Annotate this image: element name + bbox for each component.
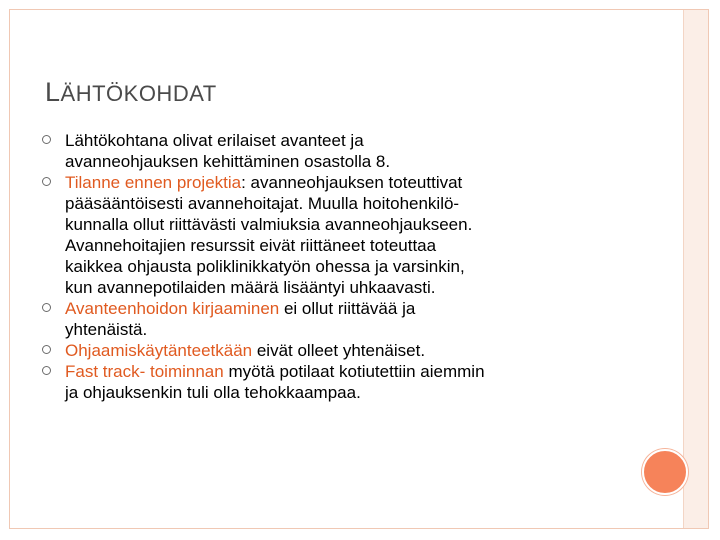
bullet-item [40, 340, 620, 361]
bullet-text: myötä potilaat kotiutettiin aiemmin [223, 362, 485, 381]
bullet-line [65, 172, 620, 193]
bullet-highlight: Tilanne ennen projektia [65, 173, 242, 192]
bullet-text: : avanneohjauksen toteuttivat [241, 173, 463, 192]
orange-circle-icon [642, 449, 688, 495]
bullet-line: avanneohjauksen kehittäminen osastolla 8. [65, 152, 391, 171]
bullet-line: yhtenäistä. [65, 320, 148, 339]
slide-title-initial: L [45, 77, 61, 107]
bullet-highlight: Fast track- toiminnan [65, 362, 224, 381]
bullet-item [40, 130, 620, 172]
bullet-line [65, 361, 620, 382]
bullet-line: Lähtökohtana olivat erilaiset avanteet ja [65, 131, 364, 150]
bullet-line: pääsääntöisesti avannehoitajat. Muulla hoitohenkilö- [65, 194, 460, 213]
bullet-text: ei ollut riittävää ja [279, 299, 416, 318]
bullet-line: kaikkea ohjausta poliklinikkatyön ohessa ja varsinkin, [65, 257, 465, 276]
bullet-line: Avannehoitajien resurssit eivät riittäneet toteuttaa [65, 236, 437, 255]
side-strip-edge [683, 10, 684, 528]
bullet-list [40, 130, 620, 403]
bullet-item [40, 298, 620, 340]
bullet-line [65, 340, 620, 361]
bullet-line: kunnalla ollut riittävästi valmiuksia avanneohjaukseen. [65, 215, 473, 234]
bullet-text: eivät olleet yhtenäiset. [252, 341, 426, 360]
hollow-circle-icon [42, 177, 51, 186]
hollow-circle-icon [42, 135, 51, 144]
bullet-line: ja ohjauksenkin tuli olla tehokkaampaa. [65, 383, 361, 402]
bullet-item [40, 172, 620, 298]
hollow-circle-icon [42, 366, 51, 375]
bullet-highlight: Avanteenhoidon kirjaaminen [65, 299, 280, 318]
bullet-item [40, 361, 620, 403]
bullet-highlight: Ohjaamiskäytänteetkään [65, 341, 253, 360]
hollow-circle-icon [42, 303, 51, 312]
bullet-line [65, 298, 620, 319]
slide-title-rest: ÄHTÖKOHDAT [60, 81, 217, 106]
bullet-line: kun avannepotilaiden määrä lisääntyi uhkaavasti. [65, 278, 436, 297]
slide-title [45, 77, 217, 108]
side-strip [683, 10, 708, 528]
hollow-circle-icon [42, 345, 51, 354]
